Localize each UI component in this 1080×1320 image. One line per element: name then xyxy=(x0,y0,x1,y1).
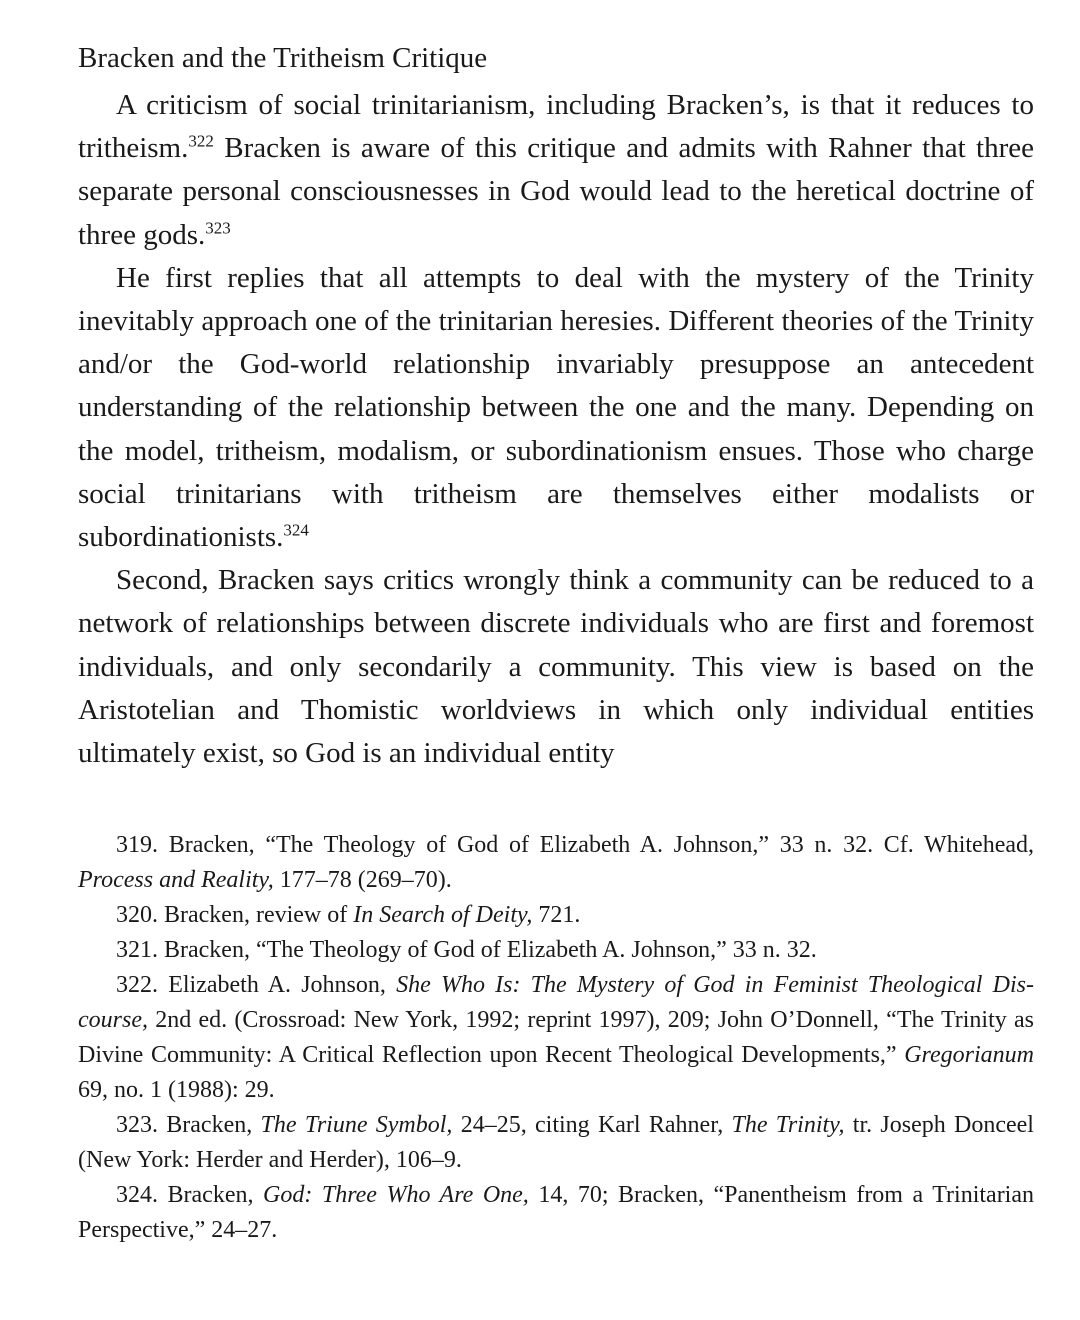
footnote xyxy=(78,828,1034,898)
section-heading: Bracken and the Tritheism Critique xyxy=(78,42,488,74)
italic-title: She Who Is: The Mystery of God in Feminist Theological Discourse, xyxy=(78,972,1035,1033)
italic-title: In Search of Deity, xyxy=(353,902,533,928)
text-run: A criticism of social trinitarianism, including Bracken’s, is that it reduces to tritheism. xyxy=(78,89,1034,165)
text-run: 721. xyxy=(532,902,581,928)
footnote xyxy=(78,1178,1034,1248)
italic-title: God: Three Who Are One, xyxy=(263,1182,529,1208)
italic-title: Process and Reality, xyxy=(78,867,274,893)
text-run: 324. Bracken, xyxy=(116,1182,263,1208)
text-run: 322. Elizabeth A. Johnson, xyxy=(116,972,397,998)
text-run: 2nd ed. (Crossroad: New York, 1992; reprint 1997), 209; John O’Donnell, “The Trinity as Divine Community: A Critical Reflection upon Recent Theological Developments,” xyxy=(78,1007,1034,1068)
body-text xyxy=(78,84,1034,775)
text-run: 320. Bracken, review of xyxy=(116,902,354,928)
footnote xyxy=(78,1108,1034,1178)
footnote xyxy=(78,898,1034,933)
footnote-reference: 323 xyxy=(205,217,231,237)
text-run: 319. Bracken, “The Theology of God of Elizabeth A. Johnson,” 33 n. 32. Cf. Whitehead, xyxy=(116,832,1034,858)
italic-title: The Triune Symbol, xyxy=(260,1112,453,1138)
text-run: tr. Joseph Donceel (New York: Herder and Herder), 106–9. xyxy=(78,1112,1034,1173)
text-run: 321. Bracken, “The Theology of God of Elizabeth A. Johnson,” 33 n. 32. xyxy=(116,937,817,963)
footnote xyxy=(78,933,1034,968)
text-run: 323. Bracken, xyxy=(116,1112,261,1138)
footnote-reference: 322 xyxy=(188,131,214,151)
text-run: 24–25, citing Karl Rahner, xyxy=(452,1112,732,1138)
body-paragraph xyxy=(78,559,1034,775)
text-run: 14, 70; Bracken, “Panentheism from a Trinitarian Perspective,” 24–27. xyxy=(78,1182,1035,1243)
body-paragraph xyxy=(78,84,1034,257)
text-run: 177–78 (269–70). xyxy=(273,867,452,893)
text-run: Bracken is aware of this critique and admits with Rahner that three separate personal consciousnesses in God would lead to the heretical doctrine of three gods. xyxy=(78,132,1034,251)
text-run: Second, Bracken says critics wrongly think a community can be reduced to a network of relationships between discrete individuals who are first and foremost individuals, and only secondarily a community. This view is based on the Aristotelian and Thomistic worldviews in which only individual entities ultimately exist, so God is an individual entity xyxy=(78,564,1034,770)
footnote-reference: 324 xyxy=(283,520,309,540)
footnote xyxy=(78,968,1034,1108)
text-run: 69, no. 1 (1988): 29. xyxy=(78,1077,275,1103)
body-paragraph xyxy=(78,257,1034,559)
footnotes xyxy=(78,828,1034,1248)
text-run: He first replies that all attempts to deal with the mystery of the Trinity inevitably approach one of the trinitarian heresies. Different theories of the Trinity and/or the God-world relationship invariably presuppose an antecedent understanding of the relationship between the one and the many. Depending on the model, tritheism, modalism, or subordinationism ensues. Those who charge social trinitarians with tritheism are themselves either modalists or subordinationists. xyxy=(78,261,1034,554)
italic-title: Gregorianum xyxy=(904,1042,1034,1068)
italic-title: The Trinity, xyxy=(731,1112,845,1138)
